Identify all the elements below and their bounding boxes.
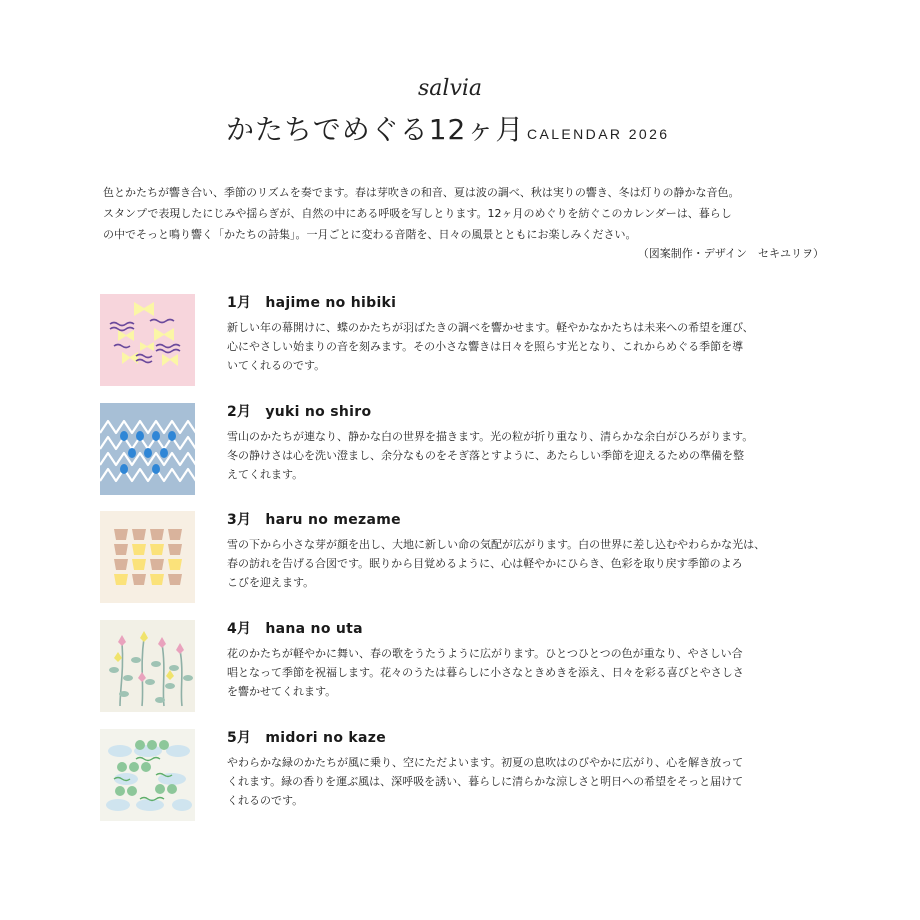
month-entry-february bbox=[0, 403, 920, 499]
calendar-subtitle: CALENDAR 2026 bbox=[527, 126, 670, 142]
month-name: hajime no hibiki bbox=[265, 295, 397, 311]
calendar-title: かたちでめぐる12ヶ月 bbox=[226, 113, 525, 146]
description-line: 春の訪れを告げる合図です。眠りから目覚めるように、心は軽やかにひらき、色彩を取り戻す季節のよろ bbox=[227, 557, 743, 570]
month-number: 2月 bbox=[227, 404, 252, 420]
month-heading bbox=[227, 292, 396, 312]
month-description bbox=[227, 644, 827, 701]
butterfly-pattern-image bbox=[100, 294, 195, 386]
description-line: えてくれます。 bbox=[227, 468, 304, 481]
intro-line: 色とかたちが響き合い、季節のリズムを奏でます。春は芽吹きの和音、夏は波の調べ、秋は実りの響き、冬は灯りの静かな音色。 bbox=[103, 186, 740, 199]
month-heading bbox=[227, 618, 363, 638]
description-line: を響かせてくれます。 bbox=[227, 685, 337, 698]
february-pattern-thumbnail bbox=[100, 403, 195, 495]
month-number: 5月 bbox=[227, 730, 252, 746]
may-pattern-thumbnail bbox=[100, 729, 195, 821]
snow-mountain-pattern-image bbox=[100, 403, 195, 495]
april-pattern-thumbnail bbox=[100, 620, 195, 712]
design-credit: （図案制作・デザイン セキユリヲ） bbox=[637, 247, 824, 260]
flower-pattern-image bbox=[100, 620, 195, 712]
intro-line: の中でそっと鳴り響く「かたちの詩集」。一月ごとに変わる音階を、日々の風景とともにお楽しみください。 bbox=[103, 228, 637, 241]
month-entry-january bbox=[0, 294, 920, 390]
month-name: hana no uta bbox=[265, 621, 363, 637]
january-pattern-thumbnail bbox=[100, 294, 195, 386]
month-heading bbox=[227, 401, 371, 421]
month-name: yuki no shiro bbox=[265, 404, 372, 420]
month-description bbox=[227, 318, 827, 375]
month-entry-march bbox=[0, 511, 920, 607]
description-line: こびを迎えます。 bbox=[227, 576, 315, 589]
intro-line: スタンプで表現したにじみや揺らぎが、自然の中にある呼吸を写しとります。12ヶ月のめぐりを紡ぐこのカレンダーは、暮らし bbox=[103, 207, 732, 220]
description-line: 新しい年の幕開けに、蝶のかたちが羽ばたきの調べを響かせます。軽やかなかたちは未来への希望を運び、 bbox=[227, 321, 754, 334]
month-heading bbox=[227, 727, 386, 747]
description-line: 心にやさしい始まりの音を刻みます。その小さな響きは日々を照らす光となり、これからめぐる季節を導 bbox=[227, 340, 744, 353]
description-line: くれます。緑の香りを運ぶ風は、深呼吸を誘い、暮らしに清らかな涼しさと明日への希望をそっと届けて bbox=[227, 775, 744, 788]
green-wind-pattern-image bbox=[100, 729, 195, 821]
month-name: midori no kaze bbox=[265, 730, 387, 746]
brand-logo: salvia bbox=[418, 76, 483, 101]
description-line: やわらかな緑のかたちが風に乗り、空にただよいます。初夏の息吹はのびやかに広がり、心を解き放って bbox=[227, 756, 744, 769]
month-number: 3月 bbox=[227, 512, 252, 528]
sprout-tile-pattern-image bbox=[100, 511, 195, 603]
month-description bbox=[227, 753, 827, 810]
description-line: 冬の静けさは心を洗い澄まし、余分なものをそぎ落とすように、あたらしい季節を迎えるための準備を整 bbox=[227, 449, 744, 462]
intro-text bbox=[103, 182, 823, 245]
description-line: いてくれるのです。 bbox=[227, 359, 326, 372]
month-description bbox=[227, 427, 827, 484]
march-pattern-thumbnail bbox=[100, 511, 195, 603]
description-line: 花のかたちが軽やかに舞い、春の歌をうたうように広がります。ひとつひとつの色が重なり、やさしい合 bbox=[227, 647, 743, 660]
month-name: haru no mezame bbox=[265, 512, 401, 528]
description-line: 雪山のかたちが連なり、静かな白の世界を描きます。光の粒が折り重なり、清らかな余白がひろがります。 bbox=[227, 430, 754, 443]
description-line: 唱となって季節を祝福します。花々のうたは暮らしに小さなときめきを添え、日々を彩る喜びとやさしさ bbox=[227, 666, 744, 679]
month-heading bbox=[227, 509, 401, 529]
month-entry-april bbox=[0, 620, 920, 716]
description-line: くれるのです。 bbox=[227, 794, 304, 807]
description-line: 雪の下から小さな芽が顔を出し、大地に新しい命の気配が広がります。白の世界に差し込むやわらかな光は、 bbox=[227, 538, 766, 551]
month-entry-may bbox=[0, 729, 920, 825]
month-number: 4月 bbox=[227, 621, 252, 637]
month-description bbox=[227, 535, 827, 592]
month-number: 1月 bbox=[227, 295, 252, 311]
